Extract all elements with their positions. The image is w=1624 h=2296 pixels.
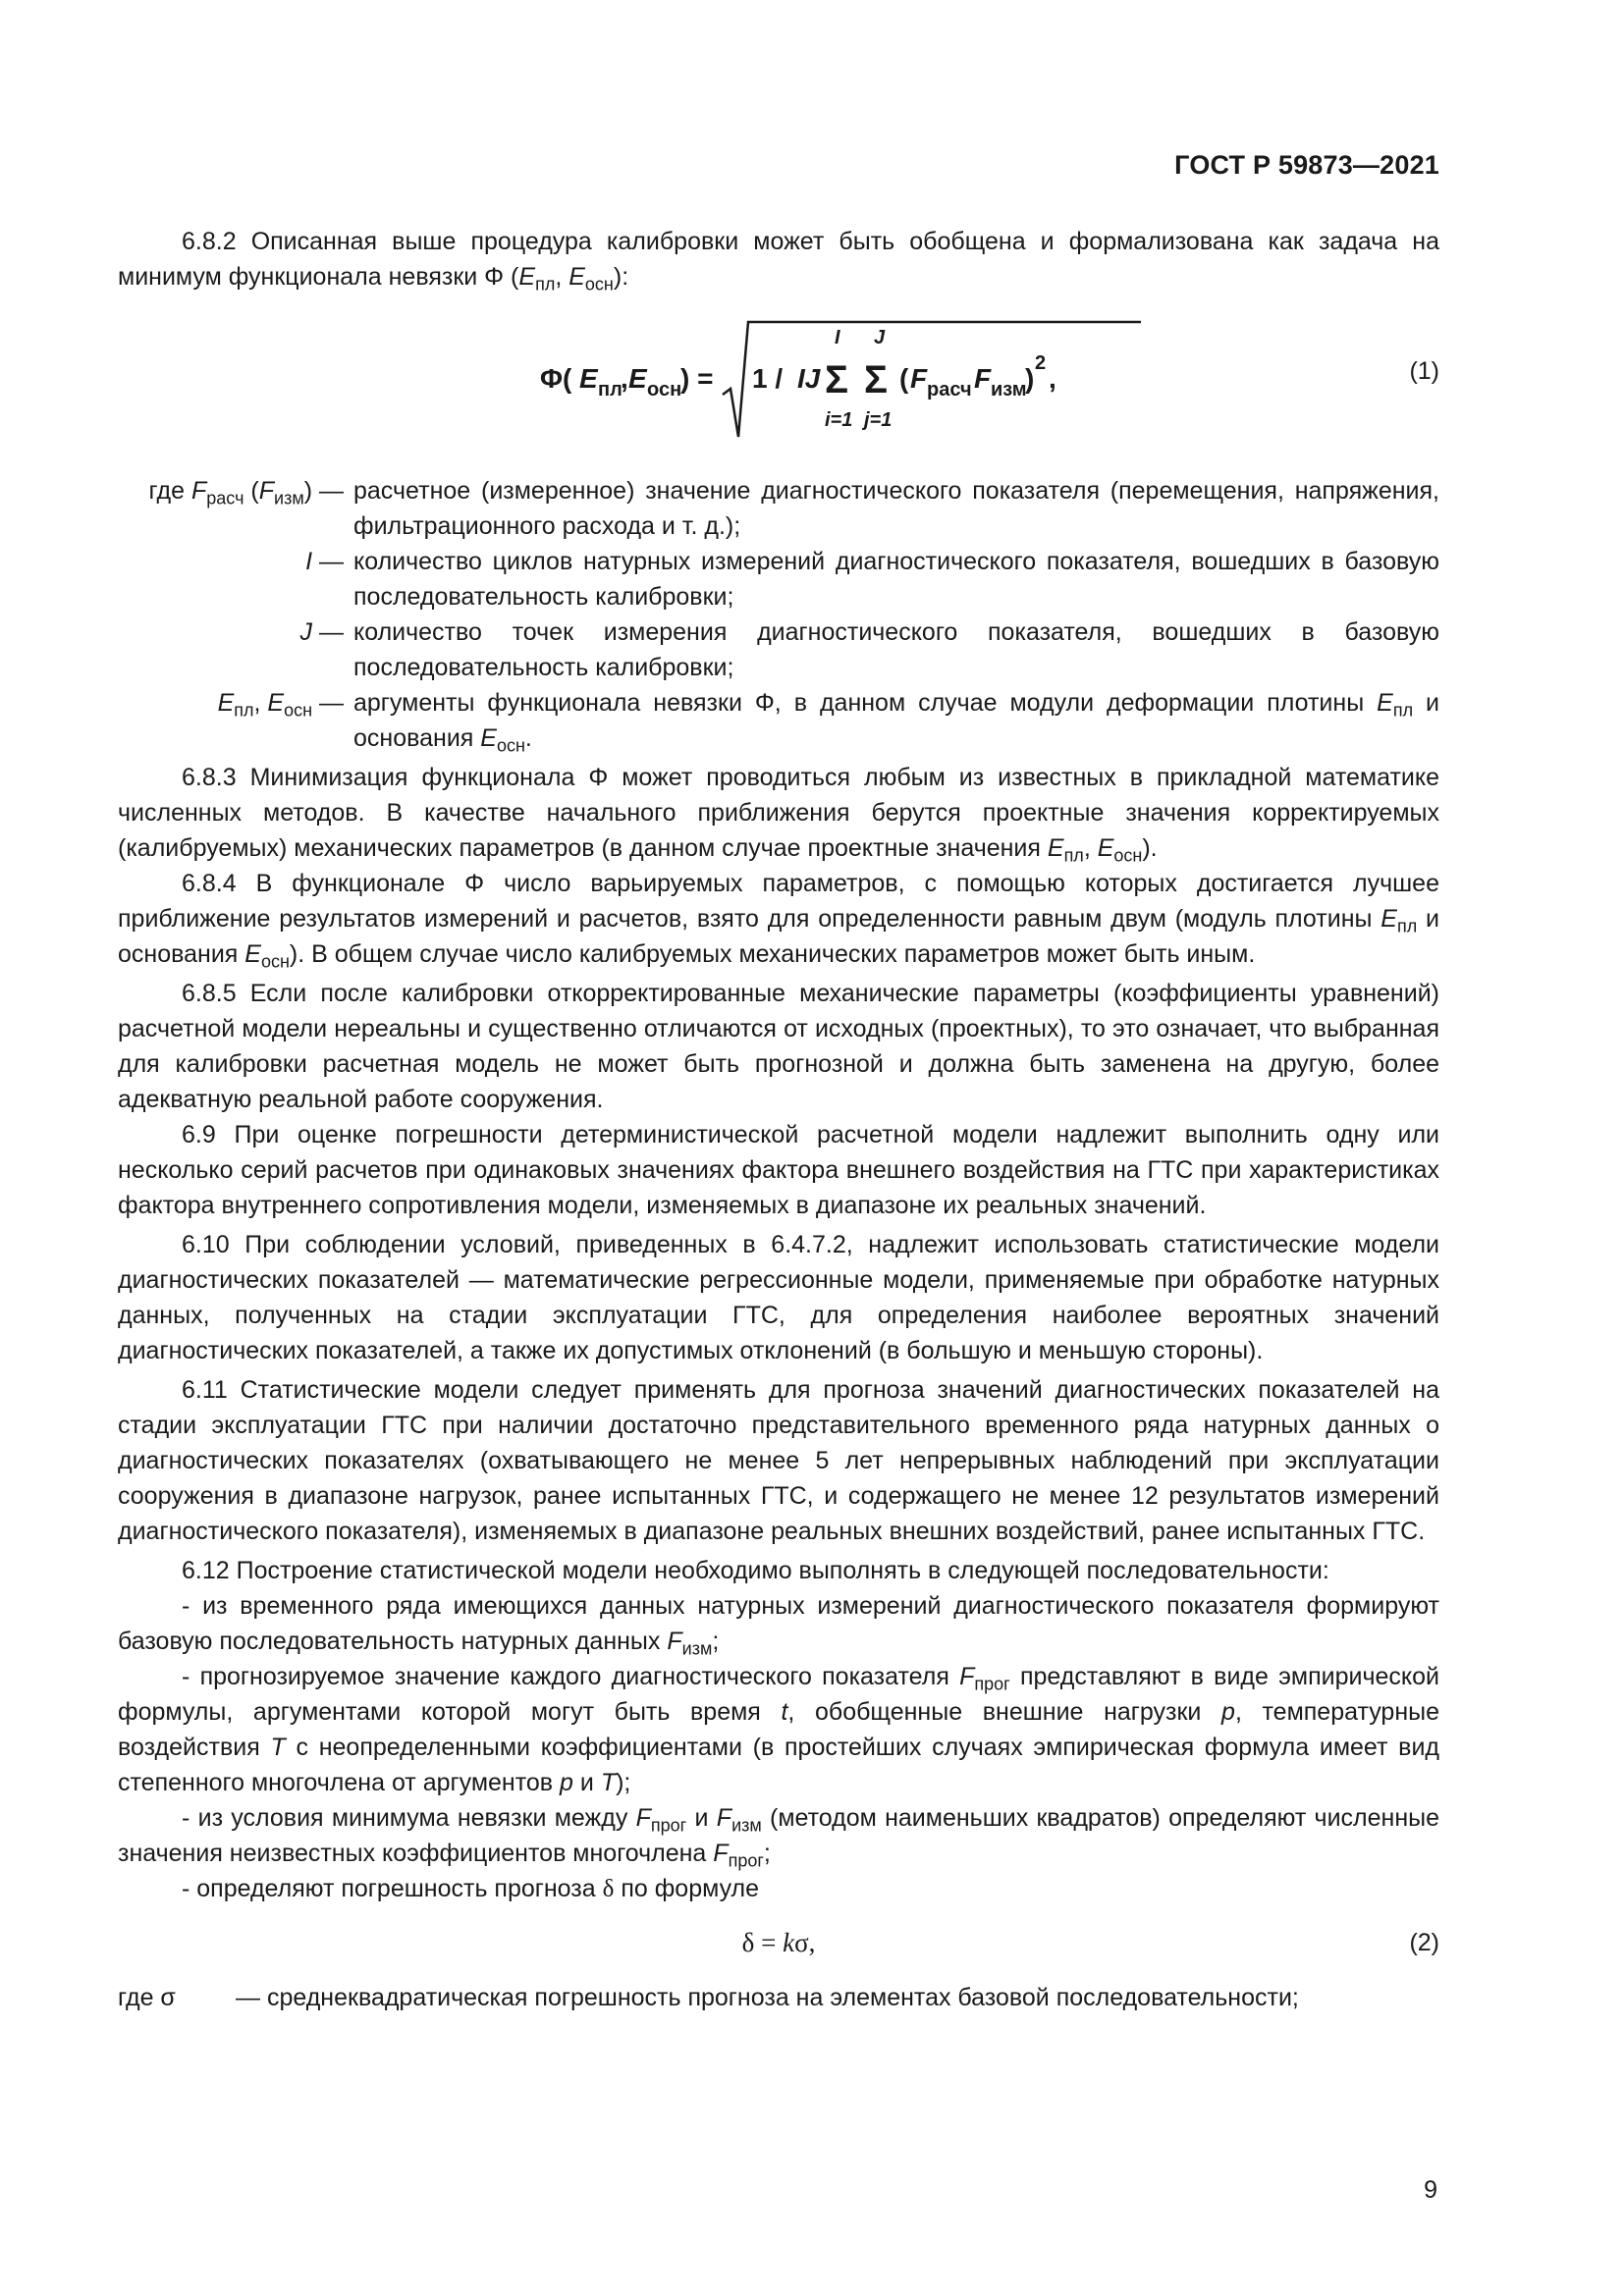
formula-lhs-phi: Φ( xyxy=(540,363,572,394)
formula-sub-rasch: расч xyxy=(927,379,972,400)
formula-2-row xyxy=(118,1915,1439,1970)
text: ( xyxy=(244,477,259,505)
text: ); xyxy=(616,1769,631,1796)
definition-term: где σ xyxy=(118,1984,176,2011)
formula-sigma-i: Σ xyxy=(825,358,849,401)
text: - определяют погрешность прогноза xyxy=(182,1875,603,1902)
sigma-symbol: σ xyxy=(794,1928,809,1957)
text: ; xyxy=(763,1840,771,1867)
formula-E: E xyxy=(579,363,598,394)
definition-text: количество циклов натурных измерений диагностического показателя, вошедших в базовую последовательность калибровки; xyxy=(353,548,1439,611)
list-item xyxy=(118,1800,1439,1871)
var-F: F xyxy=(635,1804,651,1832)
formula-close-paren: ) xyxy=(1025,363,1035,394)
var-F: F xyxy=(667,1628,682,1655)
text: и основания xyxy=(118,905,1439,968)
dash: — xyxy=(312,477,344,505)
delta-symbol: δ xyxy=(602,1876,615,1902)
text: 6.8.3 Минимизация функционала Φ может проводиться любым из известных в прикладной математике численных методов. В качестве начального приближения берутся проектные значения корректируемых (калибруемых) механических параметров (в данном случае проектные значения xyxy=(118,764,1439,862)
text: , обобщенные внешние нагрузки xyxy=(787,1698,1222,1726)
text: - из условия минимума невязки между xyxy=(182,1804,636,1832)
formula-sigma-j: Σ xyxy=(864,358,889,401)
formula-F: F xyxy=(910,363,928,394)
text: ). xyxy=(1142,834,1158,862)
subscript: осн xyxy=(584,274,614,294)
text: ; xyxy=(712,1628,720,1655)
text: - прогнозируемое значение каждого диагностического показателя xyxy=(182,1663,960,1690)
definitions-list-2 xyxy=(118,1980,1439,2015)
definition-text xyxy=(353,685,1439,756)
formula-lower-j: j=1 xyxy=(864,409,893,431)
var-t: t xyxy=(781,1698,788,1726)
definition-term xyxy=(118,614,353,685)
paragraph-6-9: 6.9 При оценке погрешности детерминистической расчетной модели надлежит выполнить одну или несколько серий расчетов при одинаковых значениях фактора внешнего воздействия на ГТС при характеристиках фактора внутреннего сопротивления модели, изменяемых в диапазоне их реальных значений. xyxy=(118,1121,1439,1219)
subscript: осн xyxy=(284,700,313,721)
var-p: p xyxy=(560,1769,573,1796)
subscript: пл xyxy=(1063,845,1084,866)
text: с неопределенными коэффициентами (в простейших случаях эмпирическая формула имеет вид степенного многочлена от аргументов xyxy=(118,1734,1439,1796)
var-E: E xyxy=(1377,689,1393,717)
text: , xyxy=(808,1928,816,1957)
text: аргументы функционала невязки Φ, в данном случае модули деформации плотины xyxy=(353,689,1378,717)
formula-1 xyxy=(540,304,1168,452)
text: и xyxy=(572,1769,601,1796)
text: (методом наименьших квадратов) определяют численные значения неизвестных коэффициентов многочлена xyxy=(118,1804,1440,1867)
text: представляют в виде эмпирической формулы, аргументами которой могут быть время xyxy=(118,1663,1439,1726)
var-p: p xyxy=(1221,1698,1235,1726)
var-E: E xyxy=(1047,834,1064,862)
var-I: I xyxy=(305,548,313,575)
definition-text: расчетное (измеренное) значение диагностического показателя (перемещения, напряжения, фильтрационного расхода и т. д.); xyxy=(353,477,1439,540)
var-F: F xyxy=(959,1663,975,1690)
body-text xyxy=(118,224,1439,2015)
var-E: E xyxy=(267,689,285,717)
subscript: пл xyxy=(234,700,254,721)
text: 6.8.4 В функционале Φ число варьируемых параметров, с помощью которых достигается лучшее приближение результатов измерений и расчетов, взято для определенности равным двум (модуль плотины xyxy=(118,870,1439,933)
var-E: E xyxy=(1380,905,1397,933)
subscript: пл xyxy=(535,274,556,294)
standard-code: ГОСТ Р 59873—2021 xyxy=(1174,150,1439,180)
text: где xyxy=(148,477,191,505)
text: , xyxy=(555,263,569,291)
text: - из временного ряда имеющихся данных натурных измерений диагностического показателя формируют базовую последовательность натурных данных xyxy=(118,1592,1439,1655)
dash: — xyxy=(312,548,344,575)
text: по формуле xyxy=(614,1875,760,1902)
var-F: F xyxy=(713,1840,729,1867)
definitions-list-1 xyxy=(118,473,1439,756)
subscript: осн xyxy=(496,735,525,756)
delta-symbol: δ xyxy=(741,1928,755,1957)
equation-number-2: (2) xyxy=(1409,1929,1439,1956)
formula-F: F xyxy=(974,363,992,394)
dash: — xyxy=(312,618,344,646)
var-E: E xyxy=(518,263,536,291)
text: . xyxy=(524,724,532,752)
var-k: k xyxy=(783,1928,795,1957)
text: и основания xyxy=(353,689,1439,752)
paragraph-6-11: 6.11 Статистические модели следует применять для прогноза значений диагностических показателей на стадии эксплуатации ГТС при наличии достаточно представительного временного ряда натурных данных о диагностических показателях (охватывающего не менее 5 лет непрерывных наблюдений при эксплуатации сооружения в диапазоне нагрузок, ранее испытанных ГТС, и содержащего не менее 12 результатов измерений диагностического показателя), изменяемых в диапазоне реальных внешних воздействий, ранее испытанных ГТС. xyxy=(118,1376,1439,1545)
var-F: F xyxy=(190,477,207,505)
list-item xyxy=(118,1588,1439,1659)
subscript: пл xyxy=(1396,916,1418,936)
subscript: изм xyxy=(274,488,304,508)
formula-E: E xyxy=(628,363,647,394)
text: , температурные воздействия xyxy=(118,1698,1439,1761)
definition-text: — среднеквадратическая погрешность прогноза на элементах базовой последовательности; xyxy=(236,1984,1299,2011)
var-E: E xyxy=(568,263,585,291)
formula-lhs-close: ) = xyxy=(680,363,714,394)
formula-2 xyxy=(118,1925,1439,1960)
paragraph-6-12: 6.12 Построение статистической модели необходимо выполнять в следующей последовательности: xyxy=(182,1557,1329,1584)
text: 6.8.2 Описанная выше процедура калибровки может быть обобщена и формализована как задача на минимум функционала невязки Φ ( xyxy=(118,228,1439,291)
formula-open-paren: ( xyxy=(899,363,909,394)
text: и xyxy=(686,1804,717,1832)
definition-term xyxy=(118,544,353,614)
var-E: E xyxy=(480,724,497,752)
text: , xyxy=(253,689,268,717)
subscript: изм xyxy=(681,1638,713,1659)
formula-1-row xyxy=(118,296,1439,463)
formula-sub-izm: изм xyxy=(991,379,1027,400)
var-F: F xyxy=(258,477,275,505)
text: ). В общем случае число калибруемых механических параметров может быть иным. xyxy=(289,940,1256,968)
var-J: J xyxy=(299,618,313,646)
definition-term xyxy=(118,685,353,756)
text: ): xyxy=(613,263,629,291)
formula-sub-pl: пл xyxy=(598,379,623,400)
formula-IJ: IJ xyxy=(797,363,821,394)
definition-term xyxy=(118,473,353,544)
subscript: прог xyxy=(650,1815,687,1836)
formula-root-head: 1 / xyxy=(752,363,784,394)
dash: — xyxy=(312,689,344,717)
subscript: осн xyxy=(260,951,290,972)
subscript: прог xyxy=(974,1674,1010,1694)
list-item xyxy=(118,1871,1439,1907)
subscript: пл xyxy=(1392,700,1414,721)
page-number: 9 xyxy=(1424,2176,1437,2204)
formula-end: , xyxy=(1049,363,1056,394)
list-item xyxy=(118,1659,1439,1800)
text: , xyxy=(1083,834,1098,862)
paragraph-6-10: 6.10 При соблюдении условий, приведенных в 6.4.7.2, надлежит использовать статистические модели диагностических показателей — математические регрессионные модели, применяемые при обработке натурных данных, полученных на стадии эксплуатации ГТС, для определения наиболее вероятных значений диагностических показателей, а также их допустимых отклонений (в большую и меньшую стороны). xyxy=(118,1231,1439,1364)
formula-upper-i: I xyxy=(835,327,840,348)
formula-upper-j: J xyxy=(874,327,886,348)
var-T: T xyxy=(600,1769,617,1796)
var-E: E xyxy=(244,940,261,968)
var-E: E xyxy=(217,689,235,717)
subscript: изм xyxy=(731,1815,762,1836)
formula-lower-i: i=1 xyxy=(825,409,853,431)
equation-number-1: (1) xyxy=(1409,357,1439,385)
formula-sub-osn: осн xyxy=(647,379,682,400)
formula-power: 2 xyxy=(1035,352,1047,374)
paragraph-6-8-2 xyxy=(118,224,1439,294)
subscript: осн xyxy=(1113,845,1143,866)
subscript: прог xyxy=(728,1850,764,1871)
var-T: T xyxy=(270,1734,286,1761)
formula-comma: , xyxy=(621,363,628,394)
paragraph-6-8-3 xyxy=(118,760,1439,866)
equals-sign: = xyxy=(754,1928,784,1957)
subscript: расч xyxy=(206,488,244,508)
paragraph-6-8-5: 6.8.5 Если после калибровки откорректированные механические параметры (коэффициенты уравнений) расчетной модели нереальны и существенно отличаются от исходных (проектных), то это означает, что выбранная для калибровки расчетная модель не может быть прогнозной и должна быть заменена на другую, более адекватную реальной работе сооружения. xyxy=(118,980,1439,1113)
text: ) xyxy=(303,477,313,505)
var-E: E xyxy=(1097,834,1114,862)
paragraph-6-8-4 xyxy=(118,866,1439,972)
var-F: F xyxy=(716,1804,732,1832)
definition-text: количество точек измерения диагностического показателя, вошедших в базовую последовательность калибровки; xyxy=(353,618,1439,681)
